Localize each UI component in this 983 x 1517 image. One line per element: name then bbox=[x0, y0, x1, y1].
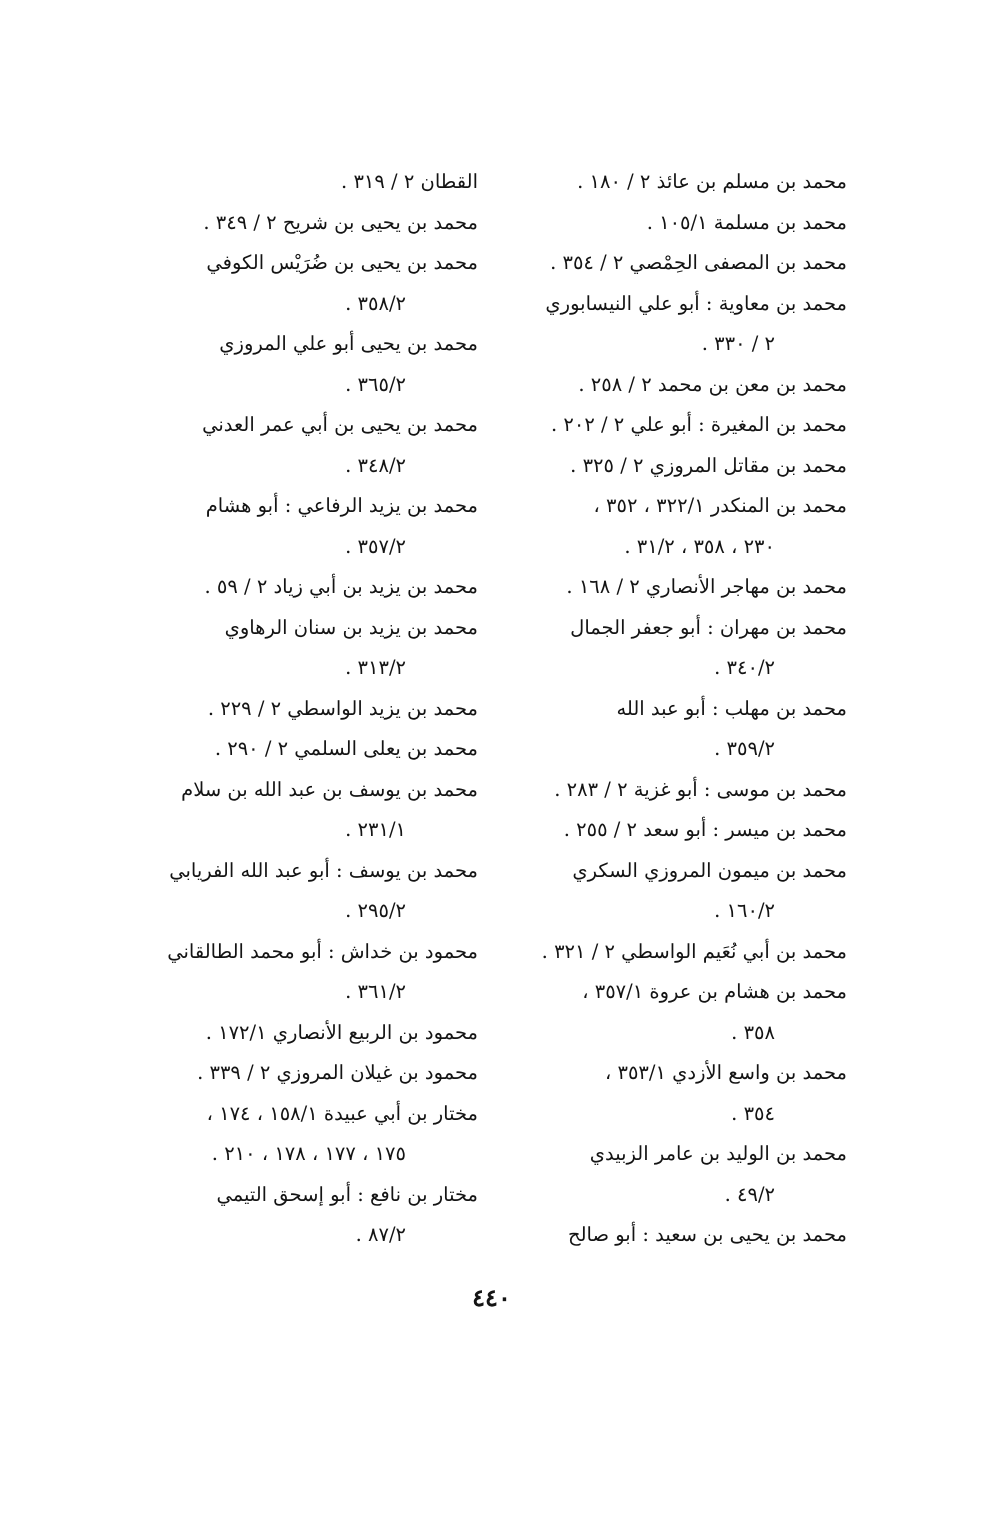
entry-text: محمد بن مهاجر الأنصاري ٢ / ١٦٨ . bbox=[566, 575, 847, 598]
entry-text: محمد بن المنكدر ٣٢٢/١ ، ٣٥٢ ، bbox=[593, 494, 847, 517]
entry-text: محمود بن خداش : أبو محمد الطالقاني bbox=[167, 939, 478, 963]
entry-text: محمد بن مهلب : أبو عبد الله bbox=[616, 696, 847, 720]
index-entry bbox=[133, 729, 478, 770]
entry-reference-line: ٨٧/٢ . bbox=[355, 1223, 406, 1246]
entry-text: محمد بن يحيى بن أبي عمر العدني bbox=[202, 413, 478, 436]
index-entry bbox=[502, 365, 847, 406]
entry-text: محمد بن المغيرة : أبو علي ٢ / ٢٠٢ . bbox=[550, 413, 847, 436]
index-entry bbox=[502, 486, 847, 567]
index-entry bbox=[133, 243, 478, 324]
entry-reference-line: ٢٣١/١ . bbox=[345, 818, 406, 841]
index-entry bbox=[502, 284, 847, 365]
entry-text: محمد بن يزيد الرفاعي : أبو هشام bbox=[205, 494, 478, 517]
entry-text: محمد بن أبي نُعَيم الواسطي ٢ / ٣٢١ . bbox=[541, 939, 847, 963]
index-entry bbox=[502, 162, 847, 203]
index-entry bbox=[133, 1013, 478, 1054]
index-entry bbox=[502, 689, 847, 770]
entry-text: محمد بن ميمون المروزي السكري bbox=[572, 858, 847, 882]
entry-text: محمد بن معن بن محمد ٢ / ٢٥٨ . bbox=[578, 372, 847, 396]
entry-text: محمد بن يزيد الواسطي ٢ / ٢٢٩ . bbox=[207, 696, 478, 720]
index-column-right bbox=[502, 162, 847, 1256]
entry-reference-line: ٣٥٧/٢ . bbox=[345, 534, 406, 558]
entry-text: القطان ٢ / ٣١٩ . bbox=[341, 170, 478, 193]
entry-text: محمد بن يحيى بن شريح ٢ / ٣٤٩ . bbox=[203, 210, 478, 234]
index-entry bbox=[133, 770, 478, 851]
index-entry bbox=[502, 1053, 847, 1134]
entry-text: محمد بن يحيى بن ضُرَيْس الكوفي bbox=[206, 251, 478, 274]
index-entry bbox=[502, 1134, 847, 1215]
index-entry bbox=[133, 689, 478, 730]
entry-text: محمد بن موسى : أبو غزية ٢ / ٢٨٣ . bbox=[554, 777, 847, 801]
entry-text: محمد بن يعلى السلمي ٢ / ٢٩٠ . bbox=[214, 737, 478, 760]
index-entry bbox=[133, 567, 478, 608]
index-entry bbox=[502, 608, 847, 689]
entry-reference-line: ٣١٣/٢ . bbox=[345, 656, 406, 679]
entry-reference-line: ٣٦٥/٢ . bbox=[345, 372, 406, 396]
entry-reference-line: ٣٤٨/٢ . bbox=[345, 453, 406, 477]
index-entry bbox=[133, 851, 478, 932]
index-entry bbox=[133, 608, 478, 689]
entry-reference-line: ٢ / ٣٣٠ . bbox=[701, 332, 775, 355]
index-entry bbox=[133, 324, 478, 405]
page-number: ٤٤٠ bbox=[472, 1283, 511, 1312]
entry-reference-line: ٣٤٠/٢ . bbox=[714, 656, 775, 679]
index-entry bbox=[502, 405, 847, 446]
entry-reference-line: ٣٥٩/٢ . bbox=[714, 737, 775, 760]
index-entry bbox=[502, 446, 847, 487]
entry-text: محمد بن يوسف بن عبد الله بن سلام bbox=[181, 777, 478, 801]
index-entry bbox=[502, 770, 847, 811]
entry-text: محمد بن يحيى بن سعيد : أبو صالح bbox=[567, 1223, 847, 1246]
index-column-left bbox=[133, 162, 478, 1256]
index-entry bbox=[133, 203, 478, 244]
index-entry bbox=[502, 243, 847, 284]
entry-reference-line: ٣٦١/٢ . bbox=[345, 980, 406, 1003]
entry-reference-line: ١٧٥ ، ١٧٧ ، ١٧٨ ، ٢١٠ . bbox=[211, 1142, 406, 1165]
index-entry bbox=[502, 203, 847, 244]
entry-text: محمد بن مسلمة ١٠٥/١ . bbox=[646, 210, 847, 234]
entry-reference-line: ٣٥٤ . bbox=[731, 1101, 775, 1125]
entry-reference-line: ٣٥٨/٢ . bbox=[345, 291, 406, 315]
entry-reference-line: ٤٩/٢ . bbox=[724, 1182, 775, 1206]
entry-text: محمد بن معاوية : أبو علي النيسابوري bbox=[545, 291, 847, 315]
entry-text: محمد بن الوليد بن عامر الزبيدي bbox=[589, 1142, 847, 1165]
entry-text: مختار بن أبي عبيدة ١٥٨/١ ، ١٧٤ ، bbox=[206, 1101, 478, 1125]
entry-reference-line: ٣٥٨ . bbox=[731, 1020, 775, 1044]
entry-text: محمد بن هشام بن عروة ٣٥٧/١ ، bbox=[582, 980, 847, 1003]
index-entry bbox=[502, 932, 847, 973]
entry-text: محمود بن غيلان المروزي ٢ / ٣٣٩ . bbox=[197, 1061, 478, 1084]
entry-text: محمد بن يحيى أبو علي المروزي bbox=[219, 332, 478, 355]
index-entry bbox=[502, 1215, 847, 1256]
entry-text: محمد بن المصفى الحِمْصي ٢ / ٣٥٤ . bbox=[550, 251, 847, 274]
entry-text: محمد بن مقاتل المروزي ٢ / ٣٢٥ . bbox=[570, 453, 847, 477]
index-entry bbox=[133, 162, 478, 203]
index-entry bbox=[133, 1094, 478, 1175]
index-entry bbox=[133, 486, 478, 567]
entry-text: محمد بن يزيد بن أبي زياد ٢ / ٥٩ . bbox=[204, 575, 478, 598]
entry-reference-line: ٢٣٠ ، ٣٥٨ ، ٣١/٢ . bbox=[624, 534, 775, 558]
index-entry bbox=[133, 1053, 478, 1094]
index-entry bbox=[133, 405, 478, 486]
index-entry bbox=[502, 851, 847, 932]
index-entry bbox=[133, 1175, 478, 1256]
entry-text: مختار بن نافع : أبو إسحق التيمي bbox=[216, 1182, 478, 1206]
entry-text: محمد بن يوسف : أبو عبد الله الفريابي bbox=[169, 858, 478, 882]
entry-text: محمد بن مهران : أبو جعفر الجمال bbox=[570, 615, 847, 639]
entry-text: محمود بن الربيع الأنصاري ١٧٢/١ . bbox=[205, 1020, 478, 1044]
index-entry bbox=[502, 567, 847, 608]
entry-text: محمد بن واسع الأزدي ٣٥٣/١ ، bbox=[604, 1061, 847, 1084]
entry-reference-line: ٢٩٥/٢ . bbox=[345, 899, 406, 922]
index-entry bbox=[502, 810, 847, 851]
entry-text: محمد بن مسلم بن عائذ ٢ / ١٨٠ . bbox=[577, 170, 847, 193]
entry-reference-line: ١٦٠/٢ . bbox=[714, 899, 775, 922]
entry-text: محمد بن ميسر : أبو سعد ٢ / ٢٥٥ . bbox=[563, 818, 847, 841]
index-entry bbox=[502, 972, 847, 1053]
index-entry bbox=[133, 932, 478, 1013]
entry-text: محمد بن يزيد بن سنان الرهاوي bbox=[224, 615, 478, 639]
